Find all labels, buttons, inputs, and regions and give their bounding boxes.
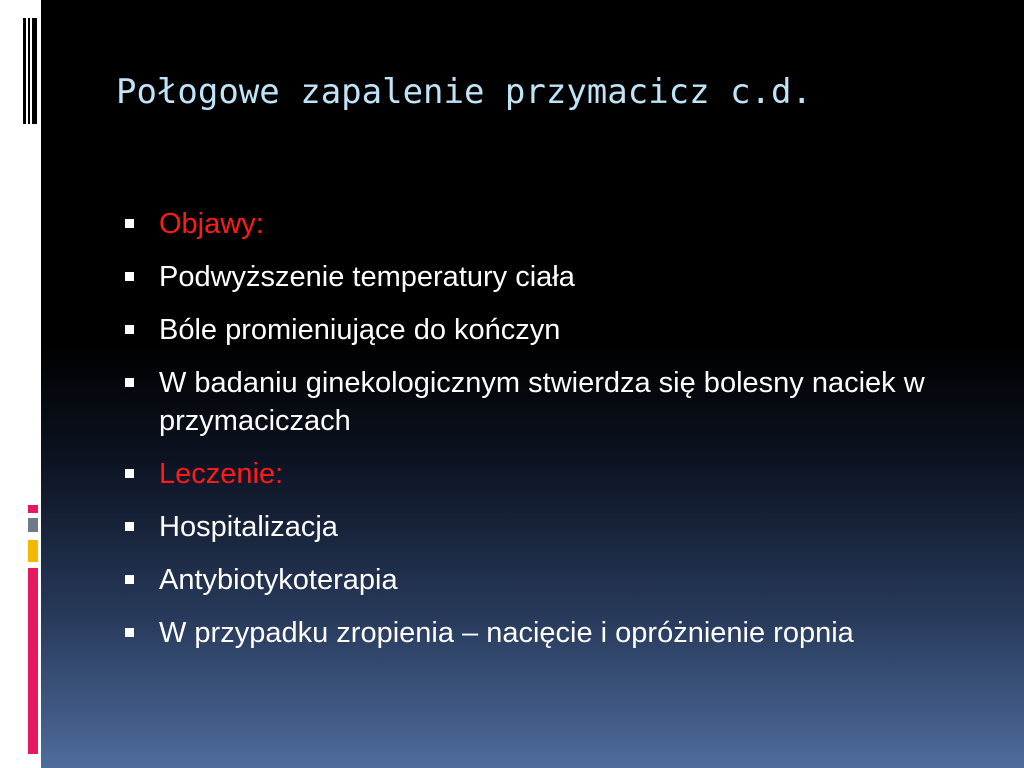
bullet-list [122,205,982,667]
section-heading-text: Leczenie: [159,458,284,490]
section-heading-text: Objawy: [159,208,264,240]
top-left-bar-decoration [23,18,37,124]
section-heading-item [122,205,982,243]
list-item [122,258,982,296]
list-item-text: W badaniu ginekologicznym stwierdza się bolesny naciek w przymaciczach [159,367,925,437]
list-item [122,508,982,546]
list-item-text: Bóle promieniujące do kończyn [159,314,561,346]
list-item-text: Podwyższenie temperatury ciała [159,261,575,293]
square-bullet-icon [125,575,134,584]
list-item-text: W przypadku zropienia – nacięcie i opróżnienie ropnia [159,617,854,649]
pink-accent-bar [28,568,38,754]
slide-title: Połogowe zapalenie przymacicz c.d. [116,72,812,112]
gray-accent-bar [28,518,38,532]
square-bullet-icon [125,378,134,387]
square-bullet-icon [125,219,134,228]
list-item [122,364,982,440]
square-bullet-icon [125,325,134,334]
list-item-text: Antybiotykoterapia [159,564,398,596]
list-item [122,614,982,652]
square-bullet-icon [125,469,134,478]
section-heading-item [122,455,982,493]
pink-accent-bar-top [28,505,38,513]
list-item [122,561,982,599]
list-item [122,311,982,349]
list-item-text: Hospitalizacja [159,511,338,543]
square-bullet-icon [125,628,134,637]
square-bullet-icon [125,272,134,281]
square-bullet-icon [125,522,134,531]
yellow-accent-bar [28,540,38,562]
